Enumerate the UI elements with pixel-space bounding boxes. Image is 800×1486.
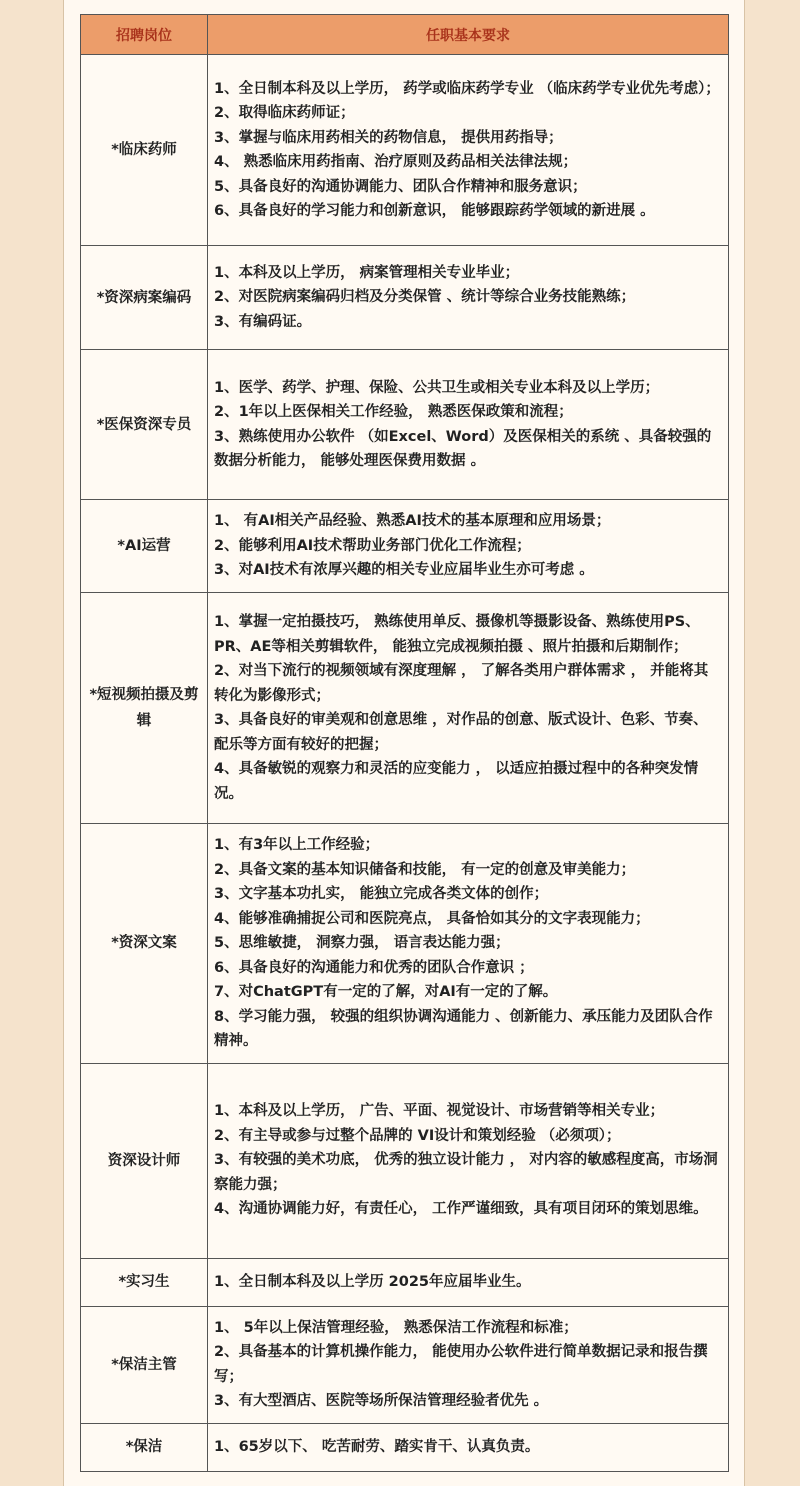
position-cell: *医保资深专员 — [81, 350, 208, 500]
position-cell: *AI运营 — [81, 500, 208, 593]
requirement-line: 5、具备良好的沟通协调能力、团队合作精神和服务意识； — [214, 178, 587, 195]
table-row — [81, 246, 729, 350]
table-header-row — [81, 15, 729, 55]
table-row — [81, 593, 729, 824]
recruitment-table — [80, 14, 729, 1472]
requirement-line: 2、能够利用AI技术帮助业务部门优化工作流程； — [214, 537, 531, 554]
requirement-line: 3、有编码证。 — [214, 313, 312, 330]
requirements-cell — [208, 1306, 729, 1423]
header-position: 招聘岗位 — [81, 15, 208, 55]
requirement-line: 3、对AI技术有浓厚兴趣的相关专业应届毕业生亦可考虑 。 — [214, 562, 594, 579]
requirement-line: 3、具备良好的审美观和创意思维 ，对作品的创意、版式设计、色彩、节奏、配乐等方面有较好的把握； — [214, 712, 708, 753]
requirements-cell — [208, 246, 729, 350]
position-cell: *资深文案 — [81, 824, 208, 1064]
requirements-cell — [208, 350, 729, 500]
position-cell: *实习生 — [81, 1258, 208, 1306]
requirement-line: 1、本科及以上学历， 广告、平面、视觉设计、市场营销等相关专业； — [214, 1103, 665, 1120]
requirement-line: 1、有3年以上工作经验； — [214, 837, 380, 853]
requirement-line: 1、全日制本科及以上学历 2025年应届毕业生。 — [214, 1273, 531, 1290]
requirement-line: 7、对ChatGPT有一定的了解，对AI有一定的了解。 — [214, 984, 558, 1000]
header-requirements: 任职基本要求 — [208, 15, 729, 55]
requirement-line: 2、具备基本的计算机操作能力， 能使用办公软件进行简单数据记录和报告撰写； — [214, 1344, 708, 1385]
table-row — [81, 500, 729, 593]
requirement-line: 4、能够准确捕捉公司和医院亮点， 具备恰如其分的文字表现能力； — [214, 910, 650, 927]
requirements-cell — [208, 500, 729, 593]
requirement-line: 3、文字基本功扎实， 能独立完成各类文体的创作； — [214, 886, 549, 902]
requirements-cell — [208, 1063, 729, 1258]
requirements-cell — [208, 824, 729, 1064]
requirement-line: 6、具备良好的沟通能力和优秀的团队合作意识 ； — [214, 959, 534, 976]
requirement-line: 2、对医院病案编码归档及分类保管 、统计等综合业务技能熟练； — [214, 289, 636, 306]
table-row — [81, 1423, 729, 1471]
position-cell: 资深设计师 — [81, 1063, 208, 1258]
requirements-cell — [208, 1258, 729, 1306]
table-row — [81, 1306, 729, 1423]
position-cell: *临床药师 — [81, 55, 208, 246]
requirement-line: 1、掌握一定拍摄技巧， 熟练使用单反、摄像机等摄影设备、熟练使用PS、PR、AE等相关剪辑软件， 能独立完成视频拍摄 、照片拍摄和后期制作； — [214, 614, 700, 655]
position-cell: *资深病案编码 — [81, 246, 208, 350]
requirement-line: 2、具备文案的基本知识储备和技能， 有一定的创意及审美能力； — [214, 861, 636, 878]
requirement-line: 1、 有AI相关产品经验、熟悉AI技术的基本原理和应用场景； — [214, 513, 611, 530]
requirement-line: 1、全日制本科及以上学历， 药学或临床药学专业 （临床药学专业优先考虑）； — [214, 80, 720, 97]
requirement-line: 3、有较强的美术功底， 优秀的独立设计能力 ， 对内容的敏感程度高，市场洞察能力强； — [214, 1152, 718, 1193]
requirement-line: 4、 熟悉临床用药指南、治疗原则及药品相关法律法规； — [214, 154, 578, 170]
table-row — [81, 824, 729, 1064]
requirement-line: 1、65岁以下、 吃苦耐劳、踏实肯干、认真负责。 — [214, 1438, 540, 1455]
requirement-line: 4、沟通协调能力好，有责任心， 工作严谨细致，具有项目闭环的策划思维。 — [214, 1201, 708, 1218]
position-cell: *保洁主管 — [81, 1306, 208, 1423]
requirement-line: 8、学习能力强， 较强的组织协调沟通能力 、创新能力、承压能力及团队合作精神。 — [214, 1008, 713, 1049]
table-row — [81, 55, 729, 246]
requirement-line: 3、熟练使用办公软件 （如Excel、Word）及医保相关的系统 、具备较强的数据分析能力， 能够处理医保费用数据 。 — [214, 428, 712, 469]
requirement-line: 4、具备敏锐的观察力和灵活的应变能力 ， 以适应拍摄过程中的各种突发情况。 — [214, 761, 699, 802]
table-row — [81, 1258, 729, 1306]
requirement-line: 1、 5年以上保洁管理经验， 熟悉保洁工作流程和标准； — [214, 1319, 578, 1336]
requirement-line: 2、取得临床药师证； — [214, 105, 355, 121]
requirement-line: 3、掌握与临床用药相关的药物信息， 提供用药指导； — [214, 129, 563, 146]
requirement-line: 3、有大型酒店、医院等场所保洁管理经验者优先 。 — [214, 1393, 549, 1409]
requirement-line: 2、对当下流行的视频领域有深度理解 ， 了解各类用户群体需求 ， 并能将其转化为影像形式； — [214, 663, 709, 704]
requirements-cell — [208, 593, 729, 824]
requirement-line: 1、医学、药学、护理、保险、公共卫生或相关专业本科及以上学历； — [214, 379, 660, 396]
table-row — [81, 1063, 729, 1258]
position-cell: *保洁 — [81, 1423, 208, 1471]
requirement-line: 6、具备良好的学习能力和创新意识， 能够跟踪药学领域的新进展 。 — [214, 203, 655, 219]
table-row — [81, 350, 729, 500]
requirement-line: 2、1年以上医保相关工作经验， 熟悉医保政策和流程； — [214, 404, 573, 420]
requirements-cell — [208, 55, 729, 246]
requirement-line: 2、有主导或参与过整个品牌的 VI设计和策划经验 （必须项）； — [214, 1127, 621, 1144]
requirements-cell — [208, 1423, 729, 1471]
requirement-line: 1、本科及以上学历， 病案管理相关专业毕业； — [214, 264, 520, 281]
requirement-line: 5、思维敏捷， 洞察力强， 语言表达能力强； — [214, 935, 510, 951]
position-cell: *短视频拍摄及剪辑 — [81, 593, 208, 824]
